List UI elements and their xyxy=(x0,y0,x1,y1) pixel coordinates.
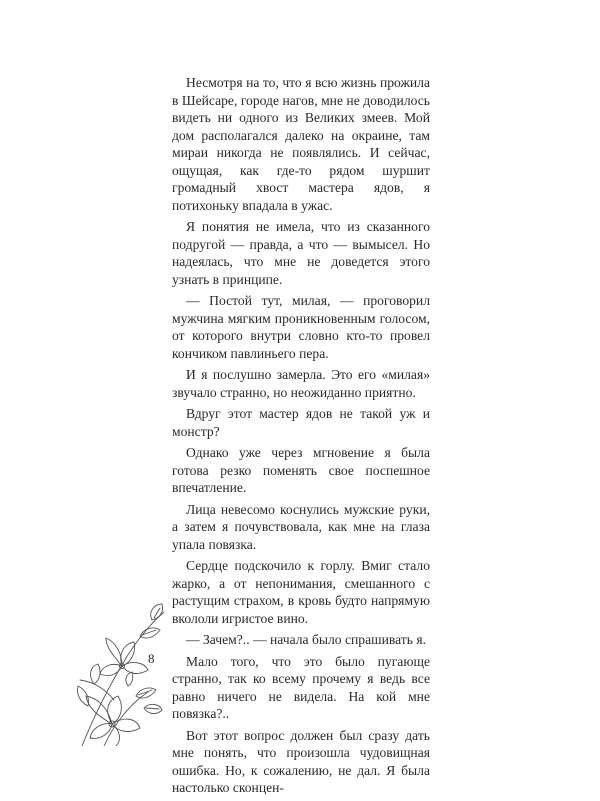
paragraph: И я послушно замерла. Это его «милая» звучало странно, но неожиданно приятно. xyxy=(172,367,430,400)
paragraph: Вдруг этот мастер ядов не такой уж и монстр? xyxy=(172,406,430,439)
paragraph: — Зачем?.. — начала было спрашивать я. xyxy=(186,632,426,647)
paragraph: Лица невесомо коснулись мужские руки, а затем я почувствовала, как мне на глаза упала повязка. xyxy=(172,501,430,552)
body-text xyxy=(172,74,430,801)
page-number: 8 xyxy=(148,651,155,666)
paragraph: Я понятия не имела, что из сказанного подругой — правда, а что — вымысел. Но надеялась, что мне не доведется этого узнать в принципе. xyxy=(172,219,430,287)
paragraph: Мало того, что это было пугающе странно, так ко всему прочему я ведь все равно ничего не видела. На кой мне повязка?.. xyxy=(172,653,430,721)
paragraph: Сердце подскочило к горлу. Вмиг стало жарко, а от непонимания, смешанного с растущим страхом, в кровь будто напрямую вкололи игристое вино. xyxy=(172,558,430,626)
paragraph: Однако уже через мгновение я была готова резко поменять свое поспешное впечатление. xyxy=(172,445,430,495)
floral-corner-ornament-icon xyxy=(74,596,174,746)
paragraph: — Постой тут, милая, — проговорил мужчина мягким проникновенным голосом, от которого внутри словно кто-то провел кончиком павлиньего пера. xyxy=(172,293,430,361)
paragraph: Несмотря на то, что я всю жизнь прожила в Шейсаре, городе нагов, мне не доводилось видеть ни одного из Великих змеев. Мой дом располагался далеко на окраине, там мираи никогда не появлялись. И сейчас, ощущая, как где-то рядом шуршит громадный хвост мастера ядов, я потихоньку впадала в ужас. xyxy=(172,75,430,213)
paragraph: Вот этот вопрос должен был сразу дать мне понять, что произошла чудовищная ошибка. Но, к сожалению, не дал. Я была настолько сконцен- xyxy=(172,727,430,795)
